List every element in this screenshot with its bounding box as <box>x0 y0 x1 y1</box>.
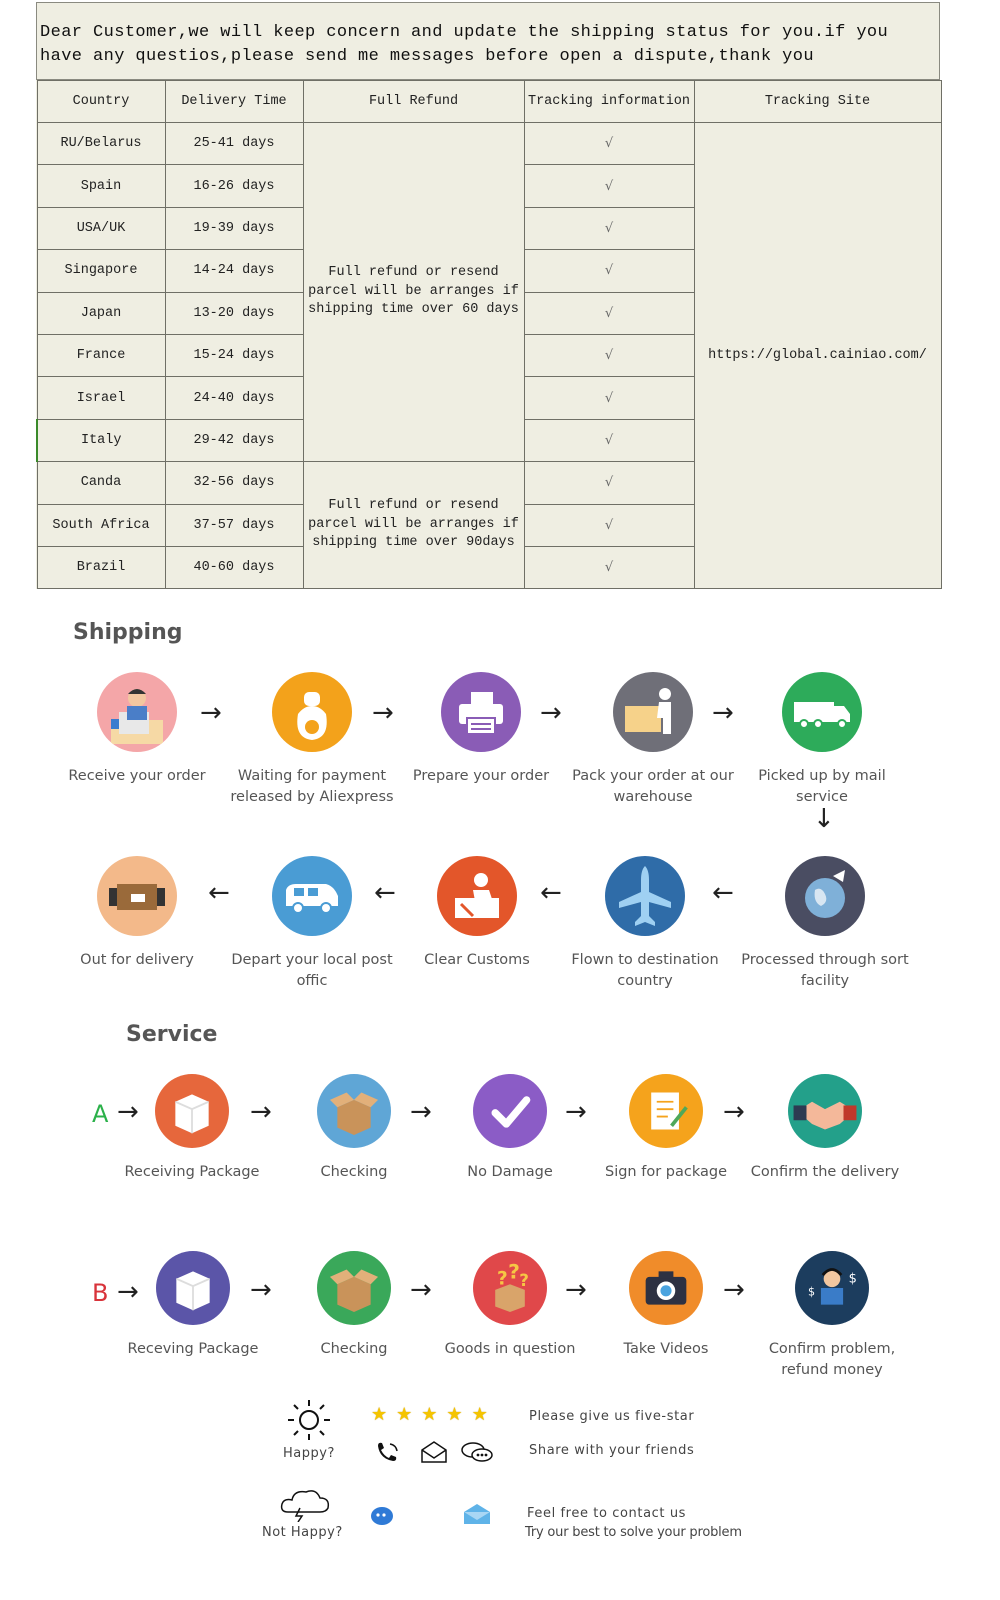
step-label: Checking <box>320 1164 388 1180</box>
country-cell: RU/Belarus <box>37 123 165 165</box>
step-out-for-delivery <box>52 856 222 971</box>
step-label: Clear Customs <box>424 952 530 968</box>
star-icon[interactable]: ★ <box>371 1404 388 1424</box>
svg-text:$: $ <box>848 1271 857 1287</box>
star-icon[interactable]: ★ <box>396 1404 413 1424</box>
arrow-right-icon: → <box>372 698 394 728</box>
step-b-question <box>425 1251 595 1360</box>
step-label: Flown to destination country <box>571 952 719 989</box>
arrow-left-icon: ← <box>374 878 396 908</box>
notice-box <box>36 2 940 80</box>
arrow-right-icon: → <box>410 1275 432 1305</box>
tracking-check: √ <box>524 462 694 504</box>
checkmark-icon <box>473 1074 547 1148</box>
step-b-checking <box>269 1251 439 1360</box>
header-tracking-site: Tracking Site <box>694 81 941 123</box>
step-label: Sign for package <box>605 1164 727 1180</box>
arrow-down-icon: ↓ <box>813 804 835 834</box>
step-label: Depart your local post offic <box>231 952 393 989</box>
delivery-time-cell: 37-57 days <box>165 504 303 546</box>
delivery-time-cell: 15-24 days <box>165 334 303 376</box>
table-header-row <box>37 81 941 123</box>
step-label: Processed through sort facility <box>741 952 909 989</box>
tracking-site-link[interactable]: https://global.cainiao.com/ <box>694 123 941 589</box>
email-icon[interactable] <box>420 1440 448 1464</box>
delivery-time-cell: 16-26 days <box>165 165 303 207</box>
arrow-right-icon: → <box>117 1277 139 1307</box>
open-box-icon <box>317 1251 391 1325</box>
package-icon <box>155 1074 229 1148</box>
step-picked-up <box>737 672 907 808</box>
refund-60-cell: Full refund or resend parcel will be arranges if shipping time over 60 days <box>303 123 524 462</box>
country-cell: Italy <box>37 419 165 461</box>
step-depart-post-office <box>227 856 397 992</box>
solve-text: Try our best to solve your problem <box>525 1525 742 1540</box>
step-label: Prepare your order <box>412 768 550 784</box>
tracking-check: √ <box>524 250 694 292</box>
service-title: Service <box>126 1022 218 1047</box>
support-agent-icon <box>795 1251 869 1325</box>
globe-icon <box>785 856 865 936</box>
step-waiting-payment <box>227 672 397 808</box>
step-label: Confirm the delivery <box>750 1164 900 1180</box>
shipping-title: Shipping <box>73 620 183 645</box>
delivery-time-cell: 13-20 days <box>165 292 303 334</box>
delivery-time-cell: 40-60 days <box>165 546 303 588</box>
country-cell: France <box>37 334 165 376</box>
step-b-videos <box>581 1251 751 1360</box>
header-delivery-time: Delivery Time <box>165 81 303 123</box>
step-a-confirm <box>740 1074 910 1183</box>
arrow-right-icon: → <box>712 698 734 728</box>
clipboard-icon <box>629 1074 703 1148</box>
customs-officer-icon <box>437 856 517 936</box>
svg-text:$: $ <box>807 1285 816 1299</box>
five-star-text: Please give us five-star <box>529 1409 695 1424</box>
parcel-icon <box>97 856 177 936</box>
step-a-no-damage <box>425 1074 595 1183</box>
arrow-right-icon: → <box>723 1275 745 1305</box>
country-cell: Singapore <box>37 250 165 292</box>
step-a-checking <box>269 1074 439 1183</box>
money-bag-icon <box>272 672 352 752</box>
messenger-icon[interactable] <box>370 1506 394 1526</box>
five-star-rating[interactable] <box>371 1404 497 1425</box>
table-row <box>37 123 941 165</box>
step-label: Receive your order <box>68 768 206 784</box>
star-icon[interactable]: ★ <box>446 1404 463 1424</box>
receptionist-icon <box>97 672 177 752</box>
option-a-letter: A <box>92 1100 109 1128</box>
not-happy-label: Not Happy? <box>262 1525 343 1540</box>
tracking-check: √ <box>524 123 694 165</box>
airplane-icon <box>605 856 685 936</box>
arrow-right-icon: → <box>565 1097 587 1127</box>
header-country: Country <box>37 81 165 123</box>
tracking-check: √ <box>524 207 694 249</box>
step-processed <box>740 856 910 992</box>
delivery-time-cell: 19-39 days <box>165 207 303 249</box>
tracking-check: √ <box>524 292 694 334</box>
happy-label: Happy? <box>283 1446 335 1461</box>
country-cell: Brazil <box>37 546 165 588</box>
storm-cloud-icon <box>278 1486 334 1522</box>
step-label: Pack your order at our warehouse <box>572 768 734 805</box>
arrow-left-icon: ← <box>208 878 230 908</box>
step-label: Receving Package <box>127 1341 259 1357</box>
country-cell: South Africa <box>37 504 165 546</box>
country-cell: Canda <box>37 462 165 504</box>
step-b-receiving <box>108 1251 278 1360</box>
step-b-refund <box>747 1251 917 1381</box>
arrow-right-icon: → <box>250 1275 272 1305</box>
arrow-right-icon: → <box>723 1097 745 1127</box>
star-icon[interactable]: ★ <box>421 1404 438 1424</box>
arrow-right-icon: → <box>565 1275 587 1305</box>
step-label: Picked up by mail service <box>758 768 886 805</box>
step-label: Out for delivery <box>80 952 194 968</box>
step-pack-order <box>568 672 738 808</box>
tracking-check: √ <box>524 377 694 419</box>
tracking-check: √ <box>524 504 694 546</box>
van-icon <box>272 856 352 936</box>
svg-text:?: ? <box>519 1271 529 1291</box>
star-icon[interactable]: ★ <box>471 1404 488 1424</box>
handshake-icon <box>788 1074 862 1148</box>
step-label: Take Videos <box>623 1341 709 1357</box>
notice-text: Dear Customer,we will keep concern and update the shipping status for you.if you have any questios,please send me messages before open a dispute,thank you <box>40 23 889 66</box>
step-a-sign <box>581 1074 751 1183</box>
step-flown <box>560 856 730 992</box>
arrow-right-icon: → <box>250 1097 272 1127</box>
camera-icon <box>629 1251 703 1325</box>
step-receive-order <box>52 672 222 787</box>
option-b-letter: B <box>92 1279 109 1307</box>
question-box-icon <box>473 1251 547 1325</box>
country-cell: Japan <box>37 292 165 334</box>
refund-90-cell: Full refund or resend parcel will be arranges if shipping time over 90days <box>303 462 524 589</box>
package-icon <box>156 1251 230 1325</box>
delivery-time-cell: 25-41 days <box>165 123 303 165</box>
share-text: Share with your friends <box>529 1443 695 1458</box>
arrow-left-icon: ← <box>540 878 562 908</box>
step-label: Confirm problem, refund money <box>768 1341 896 1378</box>
step-label: Checking <box>320 1341 388 1357</box>
arrow-right-icon: → <box>540 698 562 728</box>
country-cell: Spain <box>37 165 165 207</box>
printer-icon <box>441 672 521 752</box>
country-cell: Israel <box>37 377 165 419</box>
tracking-check: √ <box>524 334 694 376</box>
truck-icon <box>782 672 862 752</box>
contact-text: Feel free to contact us <box>527 1506 687 1521</box>
tracking-check: √ <box>524 419 694 461</box>
arrow-right-icon: → <box>200 698 222 728</box>
delivery-time-cell: 14-24 days <box>165 250 303 292</box>
step-label: Goods in question <box>444 1341 576 1357</box>
tracking-check: √ <box>524 546 694 588</box>
tracking-check: √ <box>524 165 694 207</box>
svg-text:?: ? <box>497 1268 508 1290</box>
step-label: Waiting for payment released by Aliexpress <box>230 768 394 805</box>
chat-bubbles-icon[interactable] <box>460 1440 494 1464</box>
mail-open-icon[interactable] <box>462 1502 492 1526</box>
packing-icon <box>613 672 693 752</box>
header-tracking-information: Tracking information <box>524 81 694 123</box>
delivery-time-cell: 24-40 days <box>165 377 303 419</box>
country-cell: USA/UK <box>37 207 165 249</box>
svg-text:?: ? <box>508 1259 520 1284</box>
phone-icon[interactable] <box>374 1440 402 1464</box>
arrow-left-icon: ← <box>712 878 734 908</box>
step-a-receiving <box>107 1074 277 1183</box>
step-label: No Damage <box>467 1164 553 1180</box>
step-clear-customs <box>392 856 562 971</box>
step-label: Receiving Package <box>124 1164 260 1180</box>
delivery-time-cell: 29-42 days <box>165 419 303 461</box>
header-full-refund: Full Refund <box>303 81 524 123</box>
arrow-right-icon: → <box>410 1097 432 1127</box>
sun-icon <box>284 1398 334 1442</box>
delivery-time-cell: 32-56 days <box>165 462 303 504</box>
shipping-table <box>36 80 942 589</box>
step-prepare-order <box>396 672 566 787</box>
arrow-right-icon: → <box>117 1097 139 1127</box>
open-box-icon <box>317 1074 391 1148</box>
